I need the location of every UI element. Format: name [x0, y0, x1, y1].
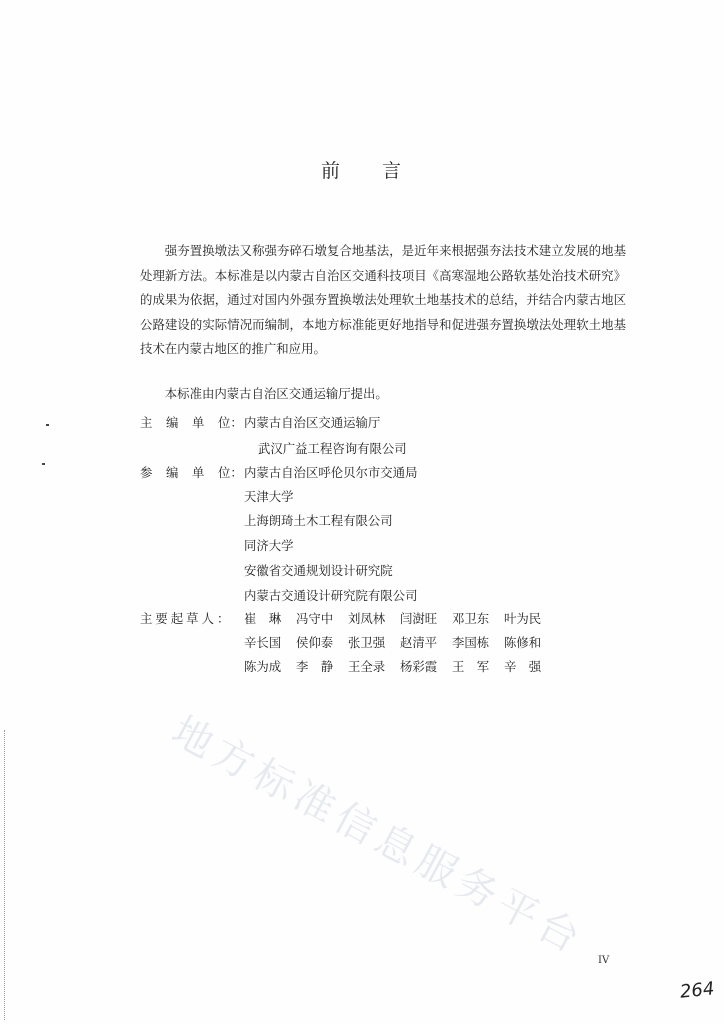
participating-unit-5: 安徽省交通规划设计研究院 [244, 563, 393, 578]
chief-unit-row [140, 413, 380, 433]
drafter-name: 李国栋 [452, 635, 490, 650]
drafter-name: 辛 强 [504, 659, 542, 674]
intro-paragraph-text: 强夯置换墩法又称强夯碎石墩复合地基法，是近年来根据强夯法技术建立发展的地基处理新方法。本标准是以内蒙古自治区交通科技项目《高寒湿地公路软基处治技术研究》的成果为依据，通过对国内外强夯置换墩法处理软土地基技术的总结，并结合内蒙古地区公路建设的实际情况而编制，本地方标准能更好地指导和促进强夯置换墩法处理软土地基技术在内蒙古地区的推广和应用。 [140, 243, 626, 356]
drafter-name: 叶为民 [504, 611, 542, 626]
drafter-name: 辛长国 [244, 635, 282, 650]
chief-unit-1: 内蒙古自治区交通运输厅 [244, 415, 381, 430]
watermark: 地方标准信息服务平台 [164, 707, 592, 965]
drafter-name: 侯仰泰 [296, 635, 334, 650]
title-char-2: 言 [382, 160, 404, 182]
drafter-name: 崔 琳 [244, 611, 282, 626]
participating-unit-label: 参 编 单 位： [140, 465, 243, 480]
chief-unit-label: 主 编 单 位： [140, 415, 243, 430]
drafter-name: 闫澍旺 [400, 611, 438, 626]
drafter-name: 邓卫东 [452, 611, 490, 626]
drafters-line-3 [244, 655, 556, 679]
handwritten-page-mark: 264 [678, 978, 716, 1003]
scan-speck [46, 424, 49, 426]
drafter-name: 赵清平 [400, 635, 438, 650]
chief-unit-2: 武汉广益工程咨询有限公司 [258, 441, 407, 456]
drafter-name: 张卫强 [348, 635, 386, 650]
drafter-name: 李 静 [296, 659, 334, 674]
page-title [0, 156, 724, 183]
page-number: IV [598, 955, 610, 966]
scan-edge-line [4, 730, 5, 1020]
scan-speck [42, 463, 45, 465]
drafter-name: 陈修和 [504, 635, 542, 650]
drafter-name: 冯守中 [296, 611, 334, 626]
participating-unit-6: 内蒙古交通设计研究院有限公司 [244, 588, 418, 603]
intro-paragraph [140, 239, 626, 362]
drafters-label: 主要起草人： [140, 611, 233, 626]
drafters-line-2 [244, 631, 556, 655]
drafters-label-row [140, 609, 244, 629]
participating-unit-1: 内蒙古自治区呼伦贝尔市交通局 [244, 465, 418, 480]
participating-unit-3: 上海朗琦土木工程有限公司 [244, 513, 393, 528]
participating-unit-4: 同济大学 [244, 538, 294, 553]
drafter-name: 杨彩霞 [400, 659, 438, 674]
drafter-name: 陈为成 [244, 659, 282, 674]
drafter-name: 王 军 [452, 659, 490, 674]
drafter-name: 王全录 [348, 659, 386, 674]
participating-unit-2: 天津大学 [244, 489, 294, 504]
drafter-name: 刘凤林 [348, 611, 386, 626]
participating-unit-row [140, 463, 417, 483]
proposal-paragraph-text: 本标准由内蒙古自治区交通运输厅提出。 [164, 386, 388, 401]
drafters-list [244, 607, 556, 679]
title-char-1: 前 [320, 160, 342, 182]
proposal-paragraph [140, 382, 626, 407]
drafters-line-1 [244, 607, 556, 631]
